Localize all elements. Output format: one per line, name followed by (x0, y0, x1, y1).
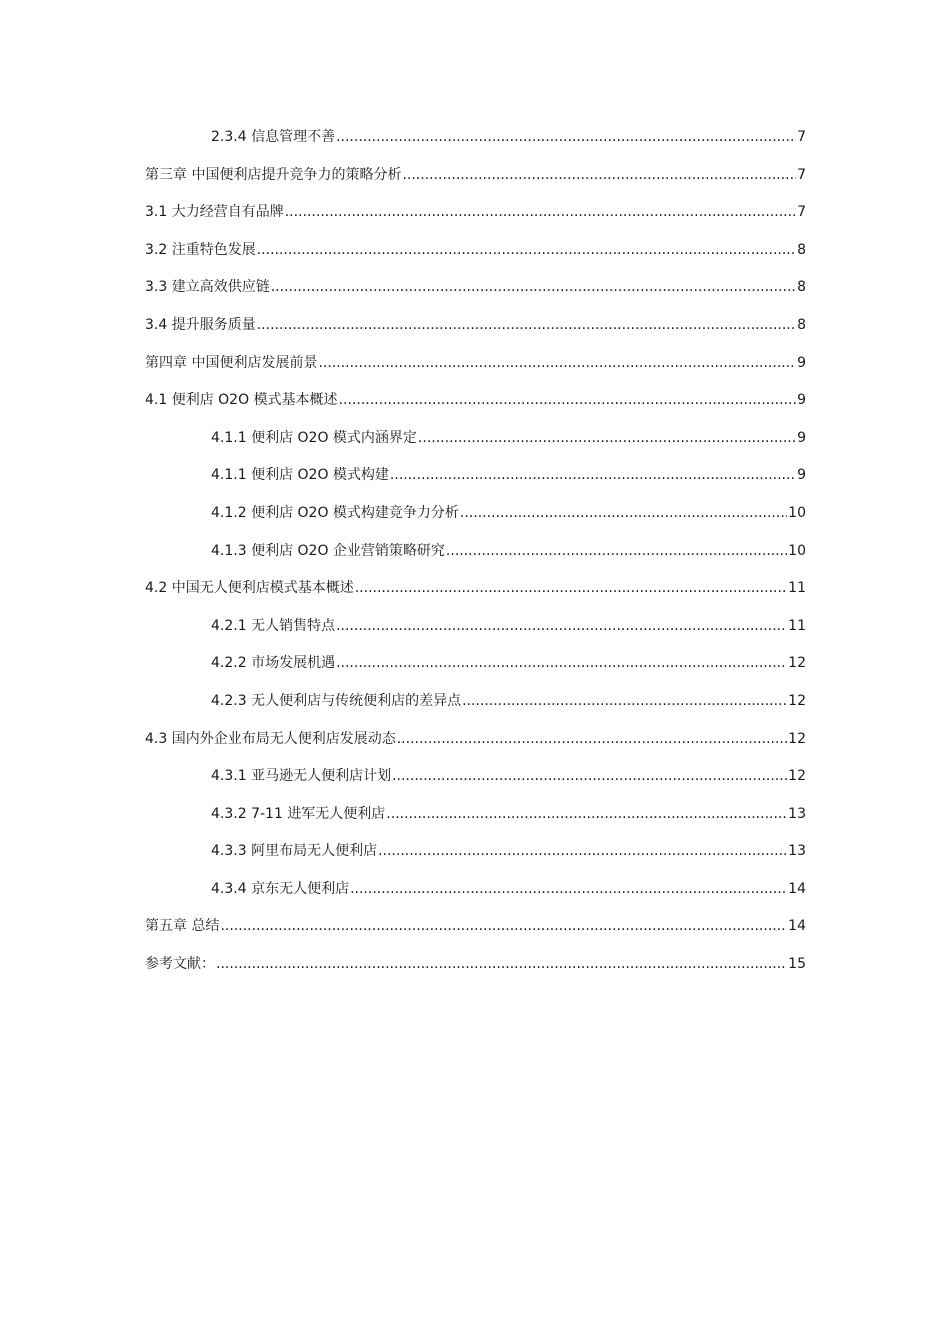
toc-entry[interactable] (145, 201, 806, 239)
toc-entry-title: 3.1 大力经营自有品牌 (145, 204, 284, 221)
toc-dot-leader (355, 577, 787, 599)
toc-entry-title: 2.3.4 信息管理不善 (211, 129, 336, 145)
toc-entry-title: 参考文献： (145, 956, 215, 973)
toc-entry[interactable] (145, 803, 806, 841)
toc-page-number: 11 (788, 617, 806, 634)
toc-entry-title: 3.4 提升服务质量 (145, 316, 256, 333)
toc-page-number: 14 (788, 918, 806, 935)
toc-page-number: 9 (797, 392, 806, 409)
toc-page-number: 7 (797, 166, 806, 183)
toc-dot-leader (418, 427, 796, 449)
toc-page-number: 9 (797, 354, 806, 371)
toc-dot-leader (392, 765, 787, 787)
toc-entry-title: 第三章 中国便利店提升竞争力的策略分析 (145, 166, 402, 183)
toc-entry[interactable] (145, 765, 806, 803)
toc-entry[interactable] (145, 953, 806, 991)
toc-entry-title: 4.2.2 市场发展机遇 (211, 655, 336, 672)
toc-dot-leader (336, 615, 787, 637)
toc-entry-title: 4.1 便利店 O2O 模式基本概述 (145, 392, 338, 409)
toc-entry[interactable] (145, 728, 806, 766)
toc-dot-leader (285, 201, 796, 223)
toc-page-number: 8 (797, 279, 806, 296)
toc-dot-leader (336, 126, 796, 148)
toc-entry[interactable] (145, 389, 806, 427)
toc-page-number: 9 (797, 467, 806, 484)
toc-dot-leader (446, 540, 787, 562)
table-of-contents (145, 126, 806, 991)
toc-dot-leader (271, 276, 796, 298)
toc-dot-leader (220, 915, 787, 937)
toc-entry[interactable] (145, 464, 806, 502)
toc-entry[interactable] (145, 427, 806, 465)
toc-entry-title: 第五章 总结 (145, 918, 220, 935)
toc-entry[interactable] (145, 276, 806, 314)
toc-dot-leader (216, 953, 787, 975)
toc-dot-leader (378, 840, 787, 862)
toc-entry[interactable] (145, 878, 806, 916)
toc-page-number: 15 (788, 956, 806, 973)
toc-entry-title: 3.2 注重特色发展 (145, 241, 256, 258)
toc-page-number: 8 (797, 316, 806, 333)
toc-entry[interactable] (145, 126, 806, 164)
toc-entry-title: 4.3.1 亚马逊无人便利店计划 (211, 768, 392, 785)
toc-dot-leader (397, 728, 787, 750)
toc-page-number: 12 (788, 730, 806, 747)
toc-entry-title: 4.3.4 京东无人便利店 (211, 880, 350, 897)
toc-entry-title: 3.3 建立高效供应链 (145, 279, 270, 296)
toc-dot-leader (462, 690, 787, 712)
toc-page-number: 10 (788, 504, 806, 521)
toc-entry[interactable] (145, 915, 806, 953)
toc-dot-leader (318, 352, 796, 374)
toc-entry[interactable] (145, 239, 806, 277)
toc-entry-title: 4.2 中国无人便利店模式基本概述 (145, 580, 354, 597)
toc-entry-title: 4.2.3 无人便利店与传统便利店的差异点 (211, 692, 462, 709)
toc-page-number: 14 (788, 880, 806, 897)
toc-entry[interactable] (145, 577, 806, 615)
toc-entry-title: 4.3 国内外企业布局无人便利店发展动态 (145, 730, 396, 747)
toc-page-number: 12 (788, 692, 806, 709)
toc-entry-title: 4.3.2 7-11 进军无人便利店 (211, 805, 386, 822)
toc-entry[interactable] (145, 164, 806, 202)
toc-entry[interactable] (145, 314, 806, 352)
toc-page-number: 8 (797, 241, 806, 258)
toc-page-number: 12 (788, 655, 806, 672)
toc-dot-leader (257, 239, 796, 261)
toc-entry-title: 4.1.1 便利店 O2O 模式内涵界定 (211, 429, 417, 446)
toc-dot-leader (460, 502, 787, 524)
toc-entry-title: 第四章 中国便利店发展前景 (145, 354, 318, 371)
toc-page-number: 9 (797, 429, 806, 446)
toc-page-number: 10 (788, 542, 806, 559)
toc-entry[interactable] (145, 540, 806, 578)
toc-entry[interactable] (145, 840, 806, 878)
toc-dot-leader (390, 464, 796, 486)
toc-page-number: 13 (788, 843, 806, 860)
toc-entry-title: 4.1.3 便利店 O2O 企业营销策略研究 (211, 542, 445, 559)
toc-dot-leader (402, 164, 796, 186)
toc-entry-title: 4.1.2 便利店 O2O 模式构建竞争力分析 (211, 504, 459, 521)
toc-dot-leader (257, 314, 796, 336)
toc-entry[interactable] (145, 690, 806, 728)
toc-dot-leader (336, 652, 787, 674)
toc-entry[interactable] (145, 502, 806, 540)
toc-page-number: 7 (797, 204, 806, 221)
toc-dot-leader (386, 803, 787, 825)
toc-entry-title: 4.1.1 便利店 O2O 模式构建 (211, 467, 389, 484)
toc-page-number: 7 (797, 129, 806, 145)
toc-entry[interactable] (145, 352, 806, 390)
toc-entry[interactable] (145, 652, 806, 690)
toc-entry[interactable] (145, 615, 806, 653)
toc-dot-leader (350, 878, 787, 900)
toc-entry-title: 4.3.3 阿里布局无人便利店 (211, 843, 378, 860)
toc-entry-title: 4.2.1 无人销售特点 (211, 617, 336, 634)
toc-page-number: 12 (788, 768, 806, 785)
toc-page-number: 11 (788, 580, 806, 597)
toc-page-number: 13 (788, 805, 806, 822)
toc-dot-leader (339, 389, 797, 411)
